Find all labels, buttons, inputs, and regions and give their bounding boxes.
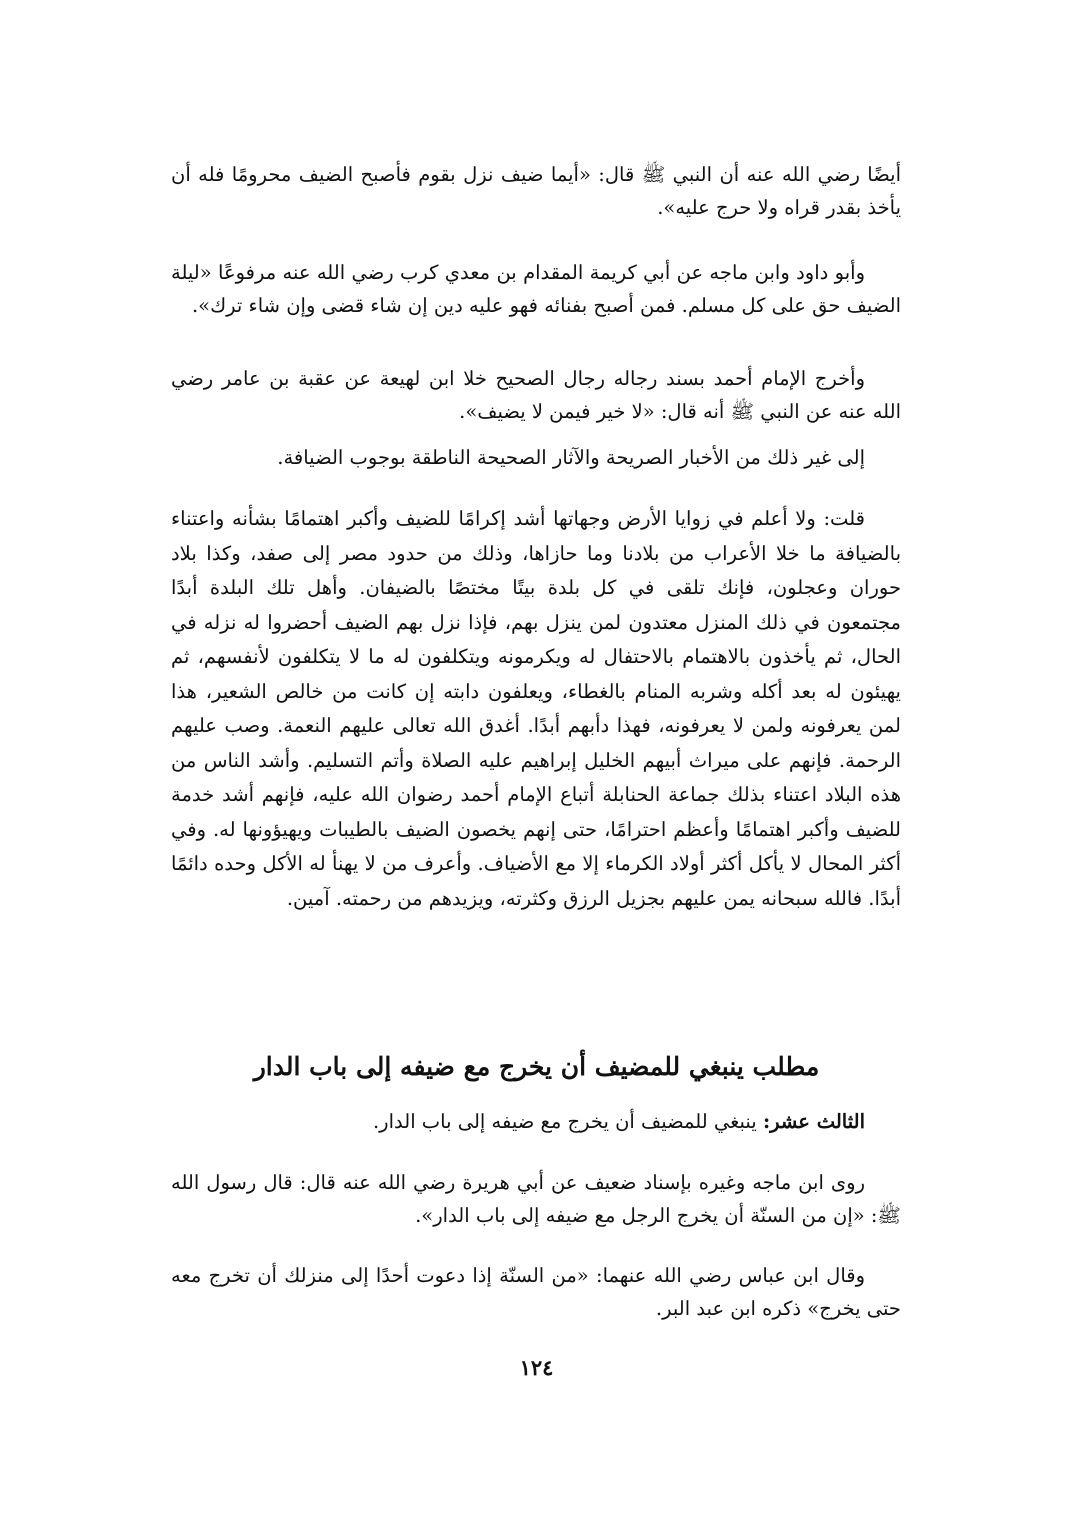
paragraph-6-text: ينبغي للمضيف أن يخرج مع ضيفه إلى باب الدار. [372,1110,763,1133]
paragraph-2: وأبو داود وابن ماجه عن أبي كريمة المقدام بن معدي كرب رضي الله عنه مرفوعًا «ليلة الضيف حق على كل مسلم. فمن أصبح بفنائه فهو عليه دين إن شاء قضى وإن شاء ترك». [171,261,901,317]
paragraph-3: وأخرج الإمام أحمد بسند رجاله رجال الصحيح خلا ابن لهيعة عن عقبة بن عامر رضي الله عنه عن النبي ﷺ أنه قال: «لا خير فيمن لا يضيف». [171,367,901,423]
section-heading: مطلب ينبغي للمضيف أن يخرج مع ضيفه إلى باب الدار [253,1052,820,1081]
paragraph-8: وقال ابن عباس رضي الله عنهما: «من السنّة إذا دعوت أحدًا إلى منزلك أن تخرج معه حتى يخرج» ذكره ابن عبد البر. [171,1264,901,1320]
paragraph-7: روى ابن ماجه وغيره بإسناد ضعيف عن أبي هريرة رضي الله عنه قال: قال رسول الله ﷺ: «إن من السنّة أن يخرج الرجل مع ضيفه إلى باب الدار». [171,1171,901,1227]
paragraph-4: إلى غير ذلك من الأخبار الصريحة والآثار الصحيحة الناطقة بوجوب الضيافة. [277,446,865,469]
paragraph-5: قلت: ولا أعلم في زوايا الأرض وجهاتها أشد إكرامًا للضيف وأكبر اهتمامًا بشأنه واعتناء بالضيافة ما خلا الأعراب من بلادنا وما حازاها، وذلك من حدود مصر إلى صفد، وكذا بلاد حوران وعجلون، فإنك تلقى في كل بلدة بيتًا مختصًا بالضيفان. وأهل تلك البلدة أبدًا مجتمعون في ذلك المنزل معتدون لمن ينزل بهم، فإذا نزل بهم الضيف أحضروا له نزله في الحال، ثم يأخذون بالاهتمام بالاحتفال له ويكرمونه ويتكلفون له ما لا يتكلفون لأنفسهم، ثم يهيئون له بعد أكله وشربه المنام بالغطاء، ويعلفون دابته إن كانت من خالص الشعير، هذا لمن يعرفونه ولمن لا يعرفونه، فهذا دأبهم أبدًا. أغدق الله تعالى عليهم النعمة. وصب عليهم الرحمة. فإنهم على ميراث أبيهم الخليل إبراهيم عليه الصلاة وأتم التسليم. وأشد الناس من هذه البلاد اعتناء بذلك جماعة الحنابلة أتباع الإمام أحمد رضوان الله عليه، فإنهم أشد خدمة للضيف وأكبر اهتمامًا وأعظم احترامًا، حتى إنهم يخصون الضيف بالطيبات ويهيؤونها له. وفي أكثر المحال لا يأكل أكثر أولاد الكرماء إلا مع الأضياف. وأعرف من لا يهنأ له الأكل وحده دائمًا أبدًا. فالله سبحانه يمن عليهم بجزيل الرزق وكثرته، ويزيدهم من رحمته. آمين. [171,507,901,910]
page-number: ١٢٤ [519,1355,554,1380]
paragraph-6 [171,1105,901,1138]
paragraph-6-lead: الثالث عشر: [762,1110,865,1133]
paragraph-1: أيضًا رضي الله عنه أن النبي ﷺ قال: «أيما ضيف نزل بقوم فأصبح الضيف محرومًا فله أن يأخذ بقدر قراه ولا حرج عليه». [171,163,901,219]
